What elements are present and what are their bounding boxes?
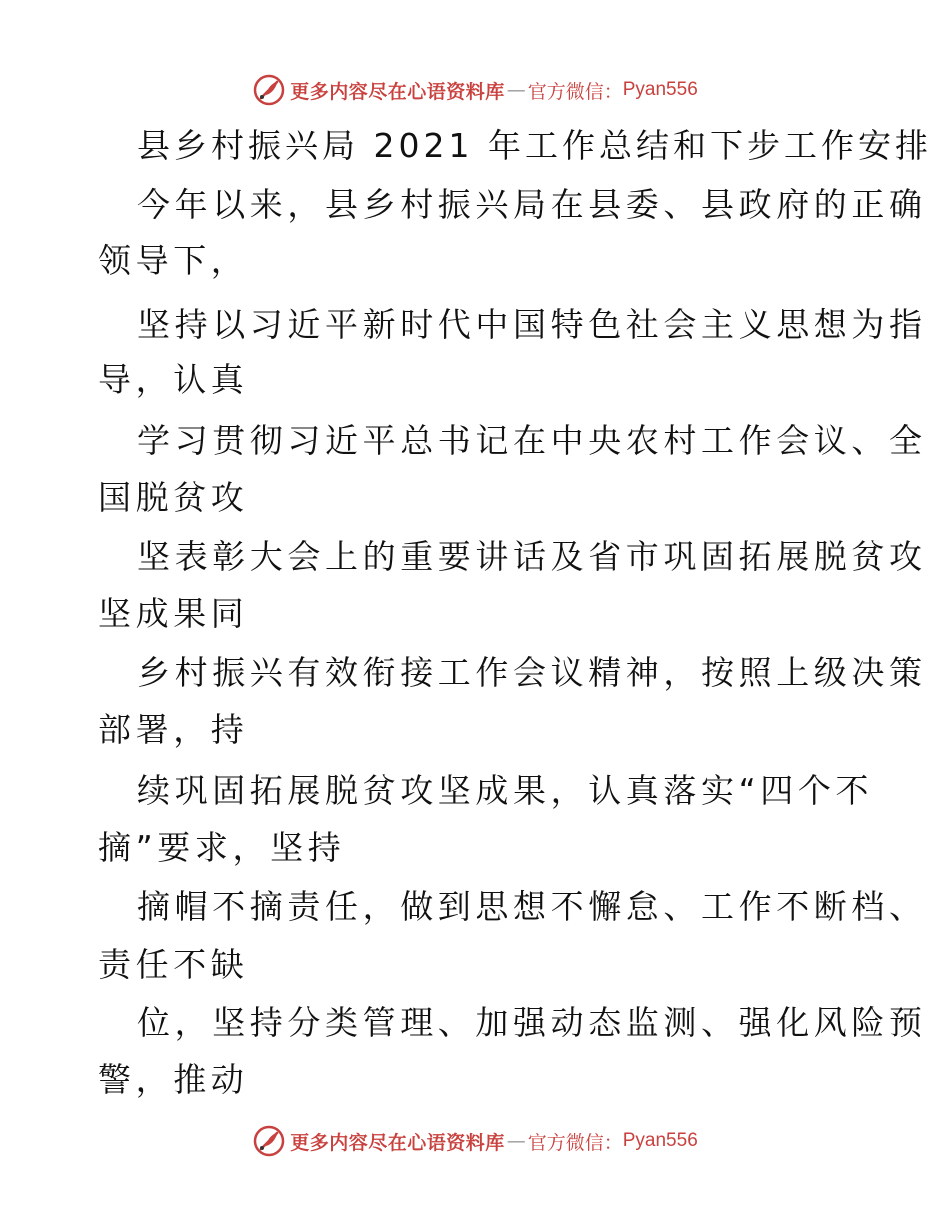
watermark-separator: — xyxy=(506,1130,526,1152)
text-line: 摘”要求，坚持 xyxy=(98,828,346,867)
footer-watermark xyxy=(0,1123,950,1159)
text-line: 国脱贫攻 xyxy=(98,478,249,517)
watermark-separator: — xyxy=(506,79,526,101)
watermark-official-label: 官方微信： xyxy=(527,80,623,103)
text-line: 乡村振兴有效衔接工作会议精神，按照上级决策 xyxy=(137,653,927,692)
header-watermark xyxy=(0,72,950,108)
watermark-tagline: 更多内容尽在心语资料库 xyxy=(290,1131,505,1154)
watermark-tagline: 更多内容尽在心语资料库 xyxy=(290,80,505,103)
quill-logo-icon xyxy=(252,73,286,107)
text-line: 续巩固拓展脱贫攻坚成果，认真落实“四个不 xyxy=(137,771,874,810)
text-line: 坚表彰大会上的重要讲话及省市巩固拓展脱贫攻 xyxy=(137,537,927,576)
watermark-wechat-id: Pyan556 xyxy=(622,1130,698,1151)
quill-logo-icon xyxy=(252,1124,286,1158)
text-line: 导，认真 xyxy=(98,360,249,399)
text-line: 警，推动 xyxy=(98,1060,249,1099)
text-line: 位，坚持分类管理、加强动态监测、强化风险预 xyxy=(137,1003,927,1042)
text-line: 摘帽不摘责任，做到思想不懈怠、工作不断档、 xyxy=(137,887,927,926)
document-title: 县乡村振兴局 2021 年工作总结和下步工作安排 xyxy=(137,126,932,165)
text-line: 责任不缺 xyxy=(98,945,249,984)
text-line: 部署，持 xyxy=(98,710,249,749)
text-line: 坚持以习近平新时代中国特色社会主义思想为指 xyxy=(137,305,927,344)
text-line: 坚成果同 xyxy=(98,594,249,633)
text-line: 领导下， xyxy=(98,241,249,280)
text-line: 学习贯彻习近平总书记在中央农村工作会议、全 xyxy=(137,421,927,460)
text-line: 今年以来，县乡村振兴局在县委、县政府的正确 xyxy=(137,185,927,224)
watermark-wechat-id: Pyan556 xyxy=(622,79,698,100)
watermark-official-label: 官方微信： xyxy=(527,1131,623,1154)
